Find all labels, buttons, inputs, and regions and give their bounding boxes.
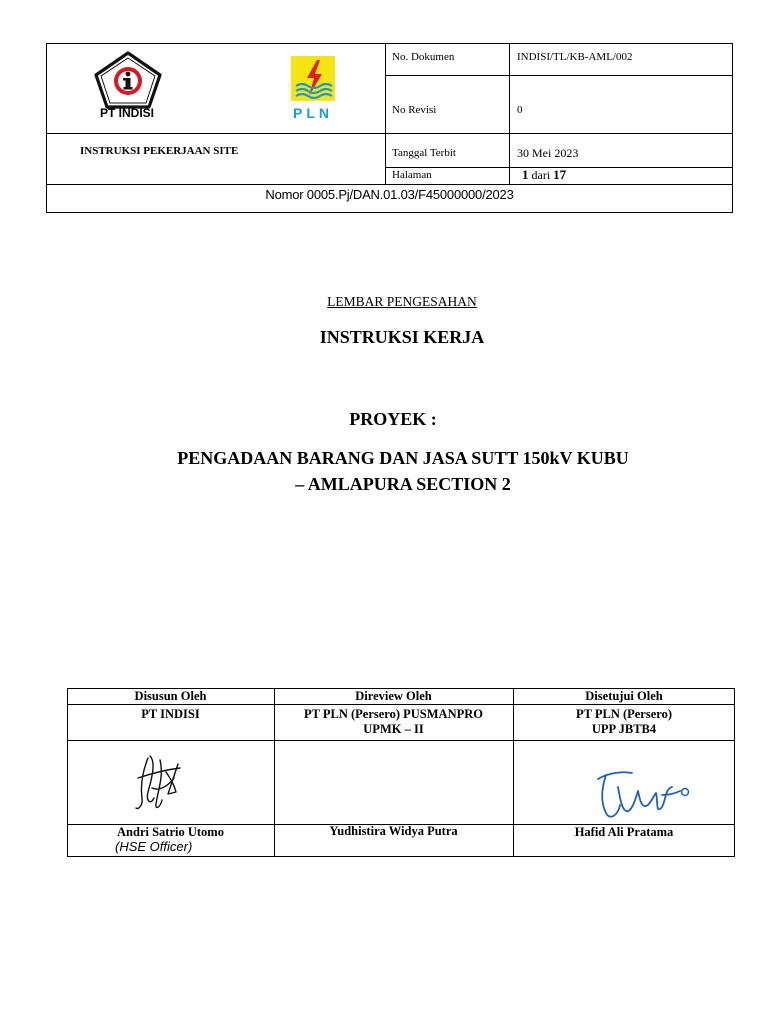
document-number: Nomor 0005.Pj/DAN.01.03/F45000000/2023 bbox=[265, 187, 514, 202]
project-title-line1: PENGADAAN BARANG DAN JASA SUTT 150kV KUBU bbox=[177, 448, 629, 468]
divider bbox=[509, 44, 510, 185]
approval-heading-2: Direview Oleh bbox=[355, 689, 432, 703]
page-of: dari bbox=[531, 168, 551, 182]
divider bbox=[385, 75, 733, 76]
approval-heading-1: Disusun Oleh bbox=[134, 689, 207, 703]
field-label-halaman: Halaman bbox=[392, 169, 432, 181]
signature-1 bbox=[130, 748, 190, 816]
approval-org-3-line2: UPP JBTB4 bbox=[591, 722, 657, 736]
field-label-no-dokumen: No. Dokumen bbox=[392, 51, 455, 63]
approval-name-2: Yudhistira Widya Putra bbox=[329, 824, 458, 838]
page-count bbox=[522, 168, 566, 182]
doc-title: INSTRUKSI PEKERJAAN SITE bbox=[80, 145, 239, 157]
approval-role-1: (HSE Officer) bbox=[115, 839, 193, 854]
approval-org-3-line1: PT PLN (Persero) bbox=[575, 707, 673, 721]
divider bbox=[68, 704, 735, 705]
approval-org-2-line1: PT PLN (Persero) PUSMANPRO bbox=[303, 707, 484, 721]
divider bbox=[47, 133, 733, 134]
approval-org-2-line2: UPMK – II bbox=[363, 722, 424, 736]
project-label: PROYEK : bbox=[349, 409, 437, 429]
field-value-tanggal-terbit: 30 Mei 2023 bbox=[517, 146, 579, 160]
approval-org-1: PT INDISI bbox=[141, 707, 200, 721]
field-value-no-revisi: 0 bbox=[517, 104, 523, 116]
page-total: 17 bbox=[553, 167, 567, 182]
signature-3 bbox=[592, 765, 696, 827]
approval-name-3: Hafid Ali Pratama bbox=[574, 825, 674, 839]
field-value-no-dokumen: INDISI/TL/KB-AML/002 bbox=[517, 51, 633, 63]
pln-text: PLN bbox=[293, 105, 333, 121]
field-label-tanggal-terbit: Tanggal Terbit bbox=[392, 147, 456, 159]
page-current: 1 bbox=[522, 167, 529, 182]
divider bbox=[47, 184, 733, 185]
project-title-line2: – AMLAPURA SECTION 2 bbox=[295, 474, 511, 494]
main-title: INSTRUKSI KERJA bbox=[319, 327, 485, 347]
field-label-no-revisi: No Revisi bbox=[392, 104, 437, 116]
approval-name-1: Andri Satrio Utomo bbox=[117, 825, 224, 839]
divider bbox=[68, 740, 735, 741]
divider bbox=[385, 44, 386, 185]
company-name: PT INDISI bbox=[99, 106, 154, 120]
approval-heading-3: Disetujui Oleh bbox=[585, 689, 663, 703]
sheet-title: LEMBAR PENGESAHAN bbox=[327, 294, 477, 309]
